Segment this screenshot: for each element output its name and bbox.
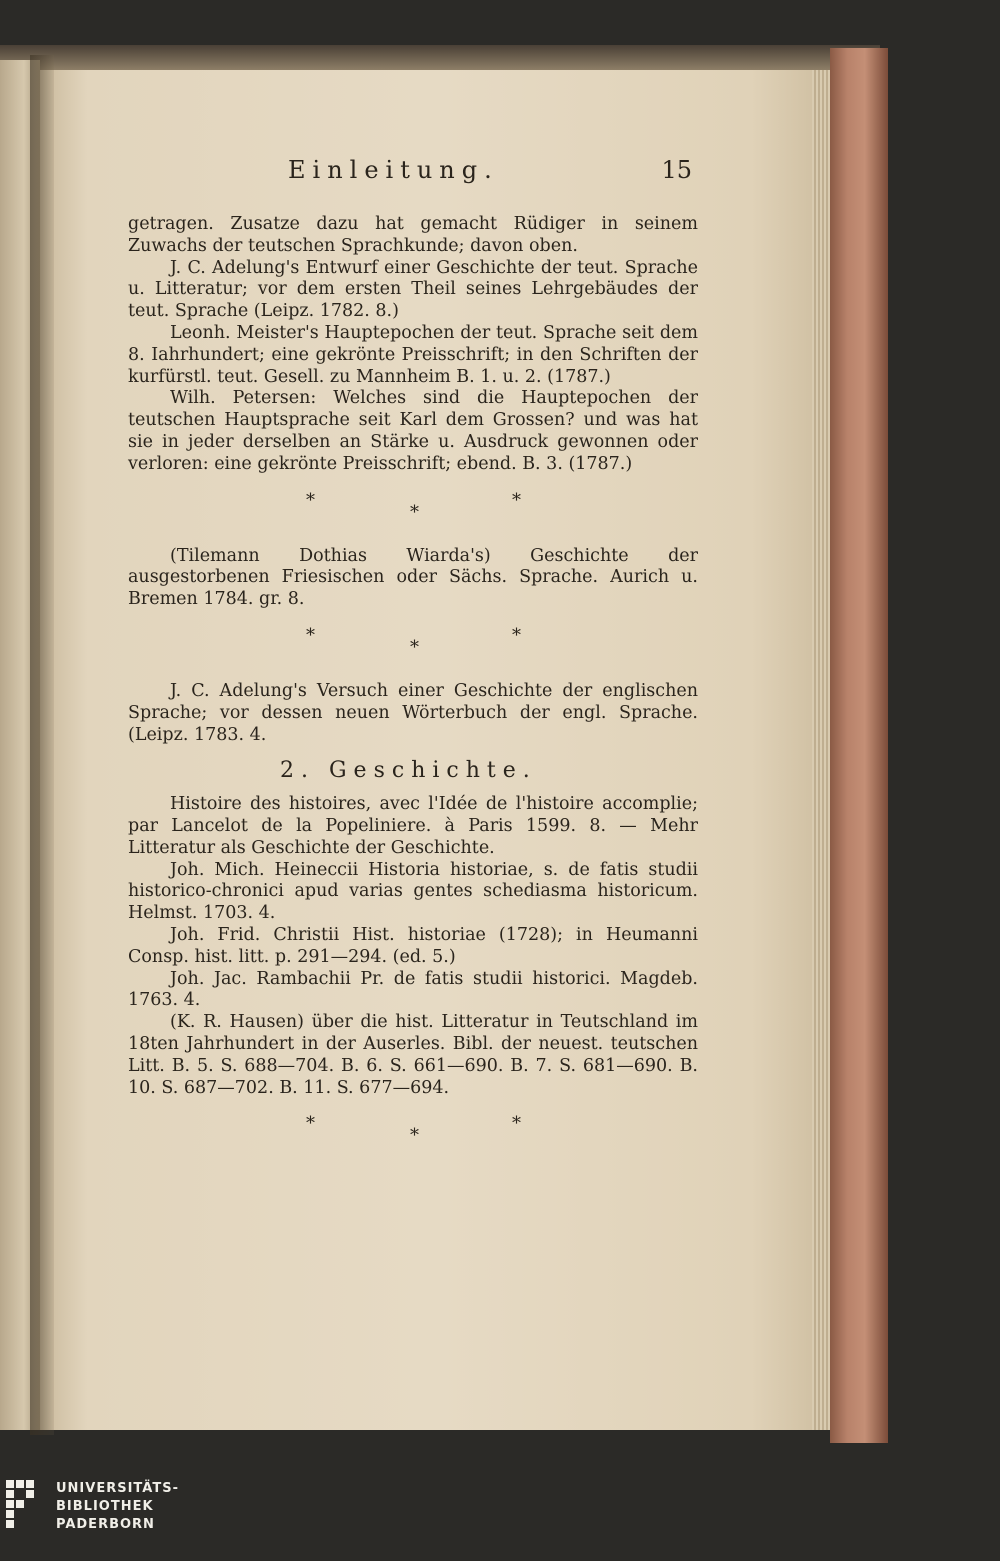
section-heading: 2. Geschichte. [280,758,537,784]
paragraph: J. C. Adelung's Entwurf einer Geschichte der teut. Sprache u. Litteratur; vor dem ersten Theil seines Lehrgebäudes der teut. Sprache (Leipz. 1782. 8.) [128,257,698,322]
asterisk: * [410,1125,419,1147]
page-stack-edge [812,70,832,1430]
asterisk: * [306,624,315,646]
section-divider [128,625,698,675]
asterisk: * [306,1113,315,1135]
asterisk: * [512,489,521,511]
library-logo-text: UNIVERSITÄTS- BIBLIOTHEK PADERBORN [56,1481,179,1532]
asterisk: * [512,624,521,646]
asterisk: * [410,501,419,523]
book-gutter [30,55,54,1435]
paragraph: Histoire des histoires, avec l'Idée de l'histoire accomplie; par Lancelot de la Popeliniere. à Paris 1599. 8. — Mehr Litteratur als Geschichte der Geschichte. [128,794,698,858]
paragraph: Wilh. Petersen: Welches sind die Hauptepochen der teutschen Hauptsprache seit Karl dem Grossen? und was hat sie in jeder derselben an Stärke u. Ausdruck gewonnen oder verloren: eine gekrönte Preisschrift; ebend. B. 3. (1787.) [128,388,698,474]
page-number: 15 [661,156,692,184]
paragraph: Leonh. Meister's Hauptepochen der teut. Sprache seit dem 8. Iahrhundert; eine gekrönte Preisschrift; in den Schriften der kurfürstl. teut. Gesell. zu Mannheim B. 1. u. 2. (1787.) [128,322,698,387]
library-logo-icon [6,1480,46,1538]
paragraph: Joh. Mich. Heineccii Historia historiae, s. de fatis studii historico-chronici apud varias gentes schediasma historicum. Helmst. 1703. 4. [128,859,698,924]
page-text [128,156,698,1169]
paragraph: J. C. Adelung's Versuch einer Geschichte der englischen Sprache; vor dessen neuen Wörterbuch der engl. Sprache. (Leipz. 1783. 4. [128,680,698,745]
asterisk: * [512,1113,521,1135]
paragraph: getragen. Zusatze dazu hat gemacht Rüdiger in seinem Zuwachs der teutschen Sprachkunde; davon oben. [128,214,698,256]
page-header [128,156,698,200]
section-divider [128,490,698,540]
paragraph: Joh. Jac. Rambachii Pr. de fatis studii historici. Magdeb. 1763. 4. [128,968,698,1011]
paragraph: (K. R. Hausen) über die hist. Litteratur in Teutschland im 18ten Jahrhundert in der Auserles. Bibl. der neuest. teutschen Litt. B. 5. S. 688—704. B. 6. S. 661—690. B. 7. S. 681—690. B. 10. S. 687—702. B. 11. S. 677—694. [128,1012,698,1098]
library-logo [6,1478,196,1548]
asterisk: * [410,636,419,658]
section-divider [128,1113,698,1163]
book-cover-edge [830,48,888,1443]
paragraph: (Tilemann Dothias Wiarda's) Geschichte der ausgestorbenen Friesischen oder Sächs. Sprache. Aurich u. Bremen 1784. gr. 8. [128,545,698,610]
asterisk: * [306,489,315,511]
paragraph: Joh. Frid. Christii Hist. historiae (1728); in Heumanni Consp. hist. litt. p. 291—294. (ed. 5.) [128,924,698,967]
running-title: Einleitung. [288,156,499,184]
